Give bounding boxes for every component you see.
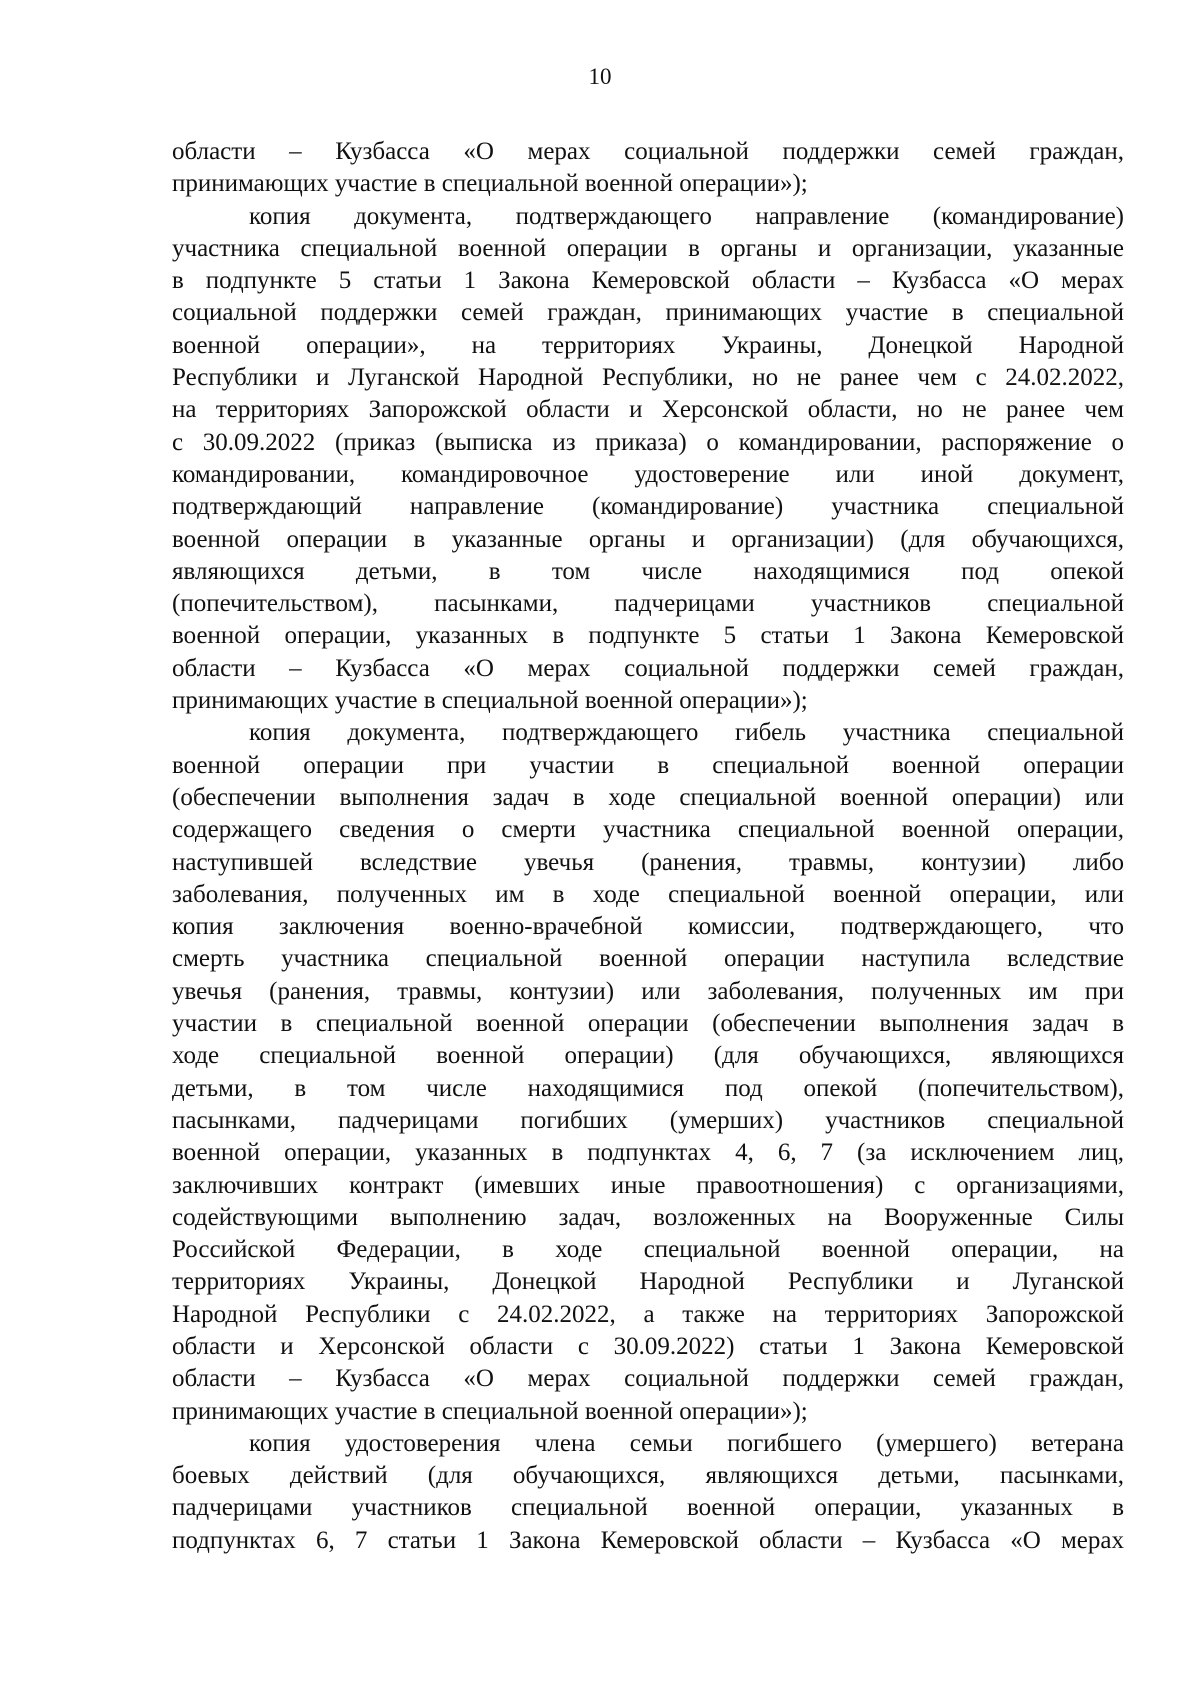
text-line: смерть участника специальной военной операции наступила вследствие: [172, 945, 1124, 973]
text-line: копия заключения военно-врачебной комиссии, подтверждающего, что: [172, 913, 1124, 941]
text-line: падчерицами участников специальной военной операции, указанных в: [172, 1494, 1124, 1522]
text-line: области – Кузбасса «О мерах социальной поддержки семей граждан,: [172, 654, 1124, 682]
text-line: содержащего сведения о смерти участника специальной военной операции,: [172, 816, 1124, 844]
text-line: копия удостоверения члена семьи погибшего (умершего) ветерана: [249, 1429, 1124, 1457]
paragraph-3: [172, 717, 1124, 1428]
text-line: копия документа, подтверждающего направление (командирование): [249, 202, 1124, 230]
paragraph-4: [172, 1428, 1124, 1557]
text-line: заболевания, полученных им в ходе специальной военной операции, или: [172, 880, 1124, 908]
text-line: Народной Республики с 24.02.2022, а также на территориях Запорожской: [172, 1300, 1124, 1328]
text-line: области и Херсонской области с 30.09.2022) статьи 1 Закона Кемеровской: [172, 1332, 1124, 1360]
text-line: принимающих участие в специальной военной операции»);: [172, 687, 808, 715]
text-line: военной операции в указанные органы и организации) (для обучающихся,: [172, 525, 1124, 553]
text-line: социальной поддержки семей граждан, принимающих участие в специальной: [172, 299, 1124, 327]
text-line: участника специальной военной операции в органы и организации, указанные: [172, 234, 1124, 262]
text-line: области – Кузбасса «О мерах социальной поддержки семей граждан,: [172, 1365, 1124, 1393]
text-line: военной операции, указанных в подпункте 5 статьи 1 Закона Кемеровской: [172, 622, 1124, 650]
text-line: в подпункте 5 статьи 1 Закона Кемеровской области – Кузбасса «О мерах: [172, 267, 1124, 295]
paragraph-2: [172, 201, 1124, 718]
text-line: (обеспечении выполнения задач в ходе специальной военной операции) или: [172, 783, 1124, 811]
text-line: заключивших контракт (имевших иные правоотношения) с организациями,: [172, 1171, 1124, 1199]
text-line: участии в специальной военной операции (обеспечении выполнения задач в: [172, 1010, 1124, 1038]
text-line: наступившей вследствие увечья (ранения, травмы, контузии) либо: [172, 848, 1124, 876]
text-line: подпунктах 6, 7 статьи 1 Закона Кемеровской области – Кузбасса «О мерах: [172, 1526, 1124, 1554]
document-body: [172, 136, 1124, 1557]
text-line: ходе специальной военной операции) (для обучающихся, являющихся: [172, 1042, 1124, 1070]
text-line: подтверждающий направление (командирование) участника специальной: [172, 493, 1124, 521]
paragraph-1: [172, 136, 1124, 201]
text-line: с 30.09.2022 (приказ (выписка из приказа) о командировании, распоряжение о: [172, 428, 1124, 456]
text-line: копия документа, подтверждающего гибель участника специальной: [249, 719, 1124, 747]
text-line: Российской Федерации, в ходе специальной военной операции, на: [172, 1236, 1124, 1264]
text-line: военной операции», на территориях Украины, Донецкой Народной: [172, 331, 1124, 359]
text-line: на территориях Запорожской области и Херсонской области, но не ранее чем: [172, 396, 1124, 424]
text-line: содействующими выполнению задач, возложенных на Вооруженные Силы: [172, 1203, 1124, 1231]
text-line: пасынками, падчерицами погибших (умерших) участников специальной: [172, 1106, 1124, 1134]
text-line: являющихся детьми, в том числе находящимися под опекой: [172, 557, 1124, 585]
text-line: увечья (ранения, травмы, контузии) или заболевания, полученных им при: [172, 977, 1124, 1005]
text-line: военной операции при участии в специальной военной операции: [172, 751, 1124, 779]
text-line: Республики и Луганской Народной Республики, но не ранее чем с 24.02.2022,: [172, 364, 1124, 392]
page-number: 10: [588, 64, 612, 89]
text-line: (попечительством), пасынками, падчерицами участников специальной: [172, 590, 1124, 618]
text-line: территориях Украины, Донецкой Народной Республики и Луганской: [172, 1268, 1124, 1296]
text-line: командировании, командировочное удостоверение или иной документ,: [172, 460, 1124, 488]
text-line: военной операции, указанных в подпунктах 4, 6, 7 (за исключением лиц,: [172, 1139, 1124, 1167]
text-line: области – Кузбасса «О мерах социальной поддержки семей граждан,: [172, 138, 1124, 165]
text-line: боевых действий (для обучающихся, являющихся детьми, пасынками,: [172, 1462, 1124, 1490]
text-line: детьми, в том числе находящимися под опекой (попечительством),: [172, 1074, 1124, 1102]
text-line: принимающих участие в специальной военной операции»);: [172, 1397, 808, 1425]
text-line: принимающих участие в специальной военной операции»);: [172, 170, 808, 198]
